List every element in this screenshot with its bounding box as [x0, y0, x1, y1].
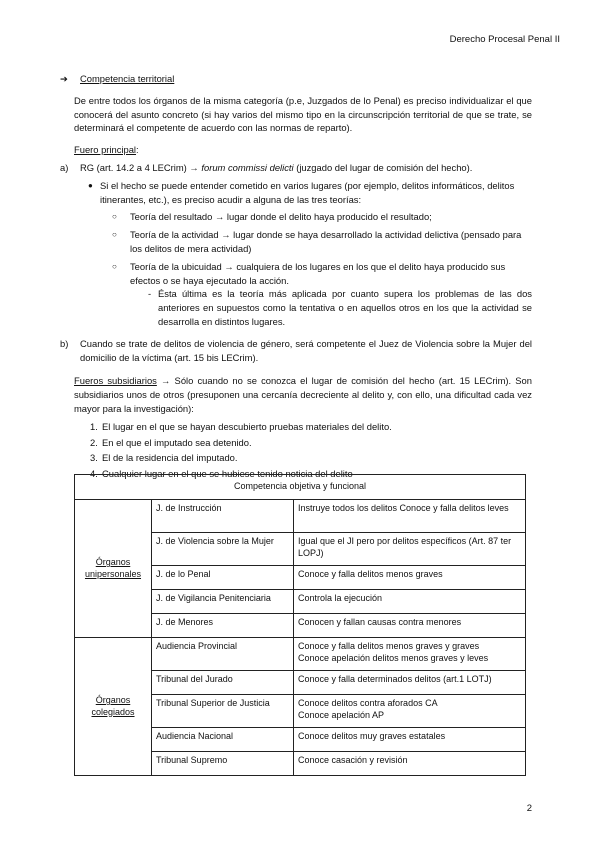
group-unipersonales: Órganos unipersonales: [75, 500, 152, 638]
table-row: [75, 638, 526, 671]
organ-cell: Tribunal Supremo: [152, 752, 294, 776]
function-cell: Conoce y falla determinados delitos (art.1 LOTJ): [294, 671, 526, 695]
item-a-marker: a): [60, 161, 69, 173]
bullet-text: Si el hecho se puede entender cometido en varios lugares (por ejemplo, delitos informáticos, delitos itinerantes, etc.), es preciso acudir a alguna de las tres teorías:: [100, 179, 515, 205]
item-b: [60, 337, 532, 365]
function-cell: Controla la ejecución: [294, 590, 526, 614]
list-item: 3. El de la residencia del imputado.: [90, 452, 238, 464]
function-cell: Conoce casación y revisión: [294, 752, 526, 776]
function-cell: Conocen y fallan causas contra menores: [294, 614, 526, 638]
section-title: Competencia territorial: [80, 73, 175, 84]
dash-text: Ésta última es la teoría más aplicada por cuanto supera los problemas de las dos anteriores en supuestos como la tentativa o en aquellos otros en los que la actividad se desarrolla en distintos lugares.: [158, 288, 532, 327]
item-b-marker: b): [60, 337, 69, 349]
function-cell: Instruye todos los delitos Conoce y falla delitos leves: [294, 500, 526, 533]
bullet-item: [88, 179, 532, 207]
function-cell: Igual que el JI pero por delitos específicos (Art. 87 ter LOPJ): [294, 533, 526, 566]
document-body: [60, 72, 532, 481]
fueros-subsidiarios-title: Fueros subsidiarios: [74, 375, 157, 387]
page-header: Derecho Procesal Penal II: [449, 34, 560, 45]
competence-table: [74, 474, 526, 776]
function-cell: Conoce y falla delitos menos graves y graves Conoce apelación delitos menos graves y leves: [294, 638, 526, 671]
circle-bullet-icon: ○: [112, 261, 117, 271]
item-a: [60, 161, 532, 175]
fueros-subsidiarios-text: → Sólo cuando no se conozca el lugar de comisión del hecho (art. 15 LECrim). Son subsidiarios unos de otros (presuponen una cercanía decreciente al delito y, con ello, una dificultad cada vez mayor para la investigación):: [74, 375, 532, 414]
theory-text: Teoría de la actividad → lugar donde se haya desarrollado la actividad delictiva (pensado para los delitos de mera actividad): [130, 229, 522, 254]
table-header-row: [75, 475, 526, 500]
function-cell: Conoce delitos muy graves estatales: [294, 728, 526, 752]
function-cell: Conoce y falla delitos menos graves: [294, 566, 526, 590]
theory-text: Teoría del resultado → lugar donde el delito haya producido el resultado;: [130, 211, 432, 223]
dash-marker: -: [148, 288, 152, 300]
function-cell: Conoce delitos contra aforados CA Conoce apelación AP: [294, 695, 526, 728]
organ-cell: J. de Violencia sobre la Mujer: [152, 533, 294, 566]
theory-item: [112, 228, 532, 256]
organ-cell: Audiencia Provincial: [152, 638, 294, 671]
organ-cell: Audiencia Nacional: [152, 728, 294, 752]
circle-bullet-icon: ○: [112, 212, 117, 222]
group-colegiados: Órganos colegiados: [75, 638, 152, 776]
arrow-icon: ➔: [60, 73, 68, 84]
bullet-icon: ●: [88, 180, 93, 190]
organ-cell: J. de Menores: [152, 614, 294, 638]
subsidiary-list: [90, 420, 532, 481]
theory-item: [112, 260, 532, 288]
page-number: 2: [526, 803, 532, 814]
fueros-subsidiarios-paragraph: [74, 374, 532, 415]
list-item: 2. En el que el imputado sea detenido.: [90, 436, 252, 448]
theory-text: Teoría de la ubicuidad → cualquiera de los lugares en los que el delito haya producido sus efectos o se haya ejecutado la acción.: [130, 260, 506, 286]
theory-item: [112, 210, 532, 224]
list-item: 4. Cualquier lugar en el que se hubiese tenido noticia del delito: [90, 468, 353, 480]
organ-cell: J. de lo Penal: [152, 566, 294, 590]
item-a-text: RG (art. 14.2 a 4 LECrim) → forum commissi delicti (juzgado del lugar de comisión del hecho).: [80, 161, 473, 173]
dash-item: [148, 287, 532, 328]
organ-cell: J. de Vigilancia Penitenciaria: [152, 590, 294, 614]
circle-bullet-icon: ○: [112, 230, 117, 240]
organ-cell: Tribunal Superior de Justicia: [152, 695, 294, 728]
table-title: Competencia objetiva y funcional: [75, 475, 526, 500]
list-item: 1. El lugar en el que se hayan descubierto pruebas materiales del delito.: [90, 420, 392, 432]
table-row: [75, 500, 526, 533]
intro-paragraph: De entre todos los órganos de la misma categoría (p.e, Juzgados de lo Penal) es preciso individualizar el que conocerá del asunto concreto (si hay varios del mismo tipo en la circunscripción territorial de que se trate, se determinará el competente de acuerdo con las normas de reparto).: [74, 94, 532, 134]
item-b-text: Cuando se trate de delitos de violencia de género, será competente el Juez de Violencia sobre la Mujer del domicilio de la víctima (art. 15 bis LECrim).: [80, 337, 532, 363]
fuero-principal-heading: Fuero principal:: [74, 144, 139, 156]
organ-cell: Tribunal del Jurado: [152, 671, 294, 695]
section-heading: [60, 72, 532, 86]
organ-cell: J. de Instrucción: [152, 500, 294, 533]
